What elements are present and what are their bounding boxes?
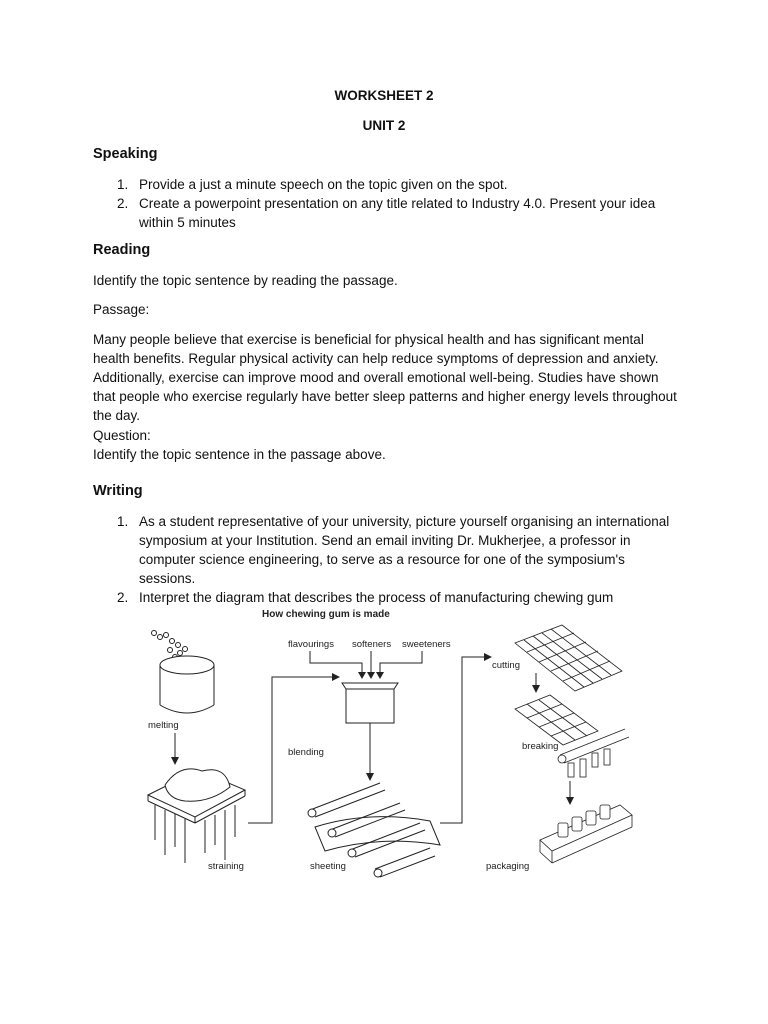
speaking-item — [117, 175, 677, 194]
list-number: 1. — [117, 177, 129, 192]
packaging-illustration — [540, 805, 632, 863]
softeners-label: softeners — [352, 639, 392, 650]
reading-instruction: Identify the topic sentence by reading the passage. — [93, 273, 398, 288]
question-text: Identify the topic sentence in the passage above. — [93, 447, 386, 462]
question-label: Question: — [93, 428, 151, 443]
sweeteners-label: sweeteners — [402, 639, 451, 650]
passage-text: Many people believe that exercise is beneficial for physical health and has significant mental health benefits. Regular physical activity can help reduce symptoms of depression and anxiety. Additionally, exercise can improve mood and overall emotional well-being. Studies have shown that people who exercise regularly have better sleep patterns and higher energy levels throughout the day. — [93, 332, 677, 423]
cutting-grid-illustration — [515, 625, 622, 691]
list-text: Interpret the diagram that describes the process of manufacturing chewing gum — [139, 590, 614, 605]
passage-label: Passage: — [93, 302, 150, 317]
melting-label: melting — [148, 720, 179, 731]
diagram-title: How chewing gum is made — [262, 609, 390, 620]
writing-heading: Writing — [93, 483, 143, 499]
cutting-label: cutting — [492, 660, 520, 671]
speaking-item — [117, 194, 677, 232]
list-number: 1. — [117, 514, 129, 529]
blending-label: blending — [288, 747, 324, 758]
flavourings-label: flavourings — [288, 639, 334, 650]
mixer-illustration — [342, 683, 398, 723]
list-text: Create a powerpoint presentation on any title related to Industry 4.0. Present your idea within 5 minutes — [139, 196, 656, 230]
speaking-heading: Speaking — [93, 146, 158, 162]
list-text: Provide a just a minute speech on the topic given on the spot. — [139, 177, 508, 192]
chewing-gum-diagram — [130, 605, 640, 890]
packaging-label: packaging — [486, 861, 530, 872]
sheeting-label: sheeting — [310, 861, 346, 872]
straining-label: straining — [208, 861, 244, 872]
list-text: As a student representative of your university, picture yourself organising an international symposium at your Institution. Send an email inviting Dr. Mukherjee, a professor in computer science engineering, to serve as a resource for one of the symposium's sessions. — [139, 514, 670, 586]
breaking-label: breaking — [522, 741, 559, 752]
unit-title: UNIT 2 — [362, 118, 406, 133]
reading-heading: Reading — [93, 242, 151, 258]
ingredient-arrows — [310, 651, 422, 675]
list-number: 2. — [117, 196, 129, 211]
melting-pot-illustration — [152, 631, 215, 714]
list-number: 2. — [117, 590, 129, 605]
writing-item — [117, 512, 677, 588]
worksheet-title: WORKSHEET 2 — [334, 88, 434, 103]
breaking-illustration — [515, 695, 629, 777]
strainer-illustration — [148, 769, 245, 863]
